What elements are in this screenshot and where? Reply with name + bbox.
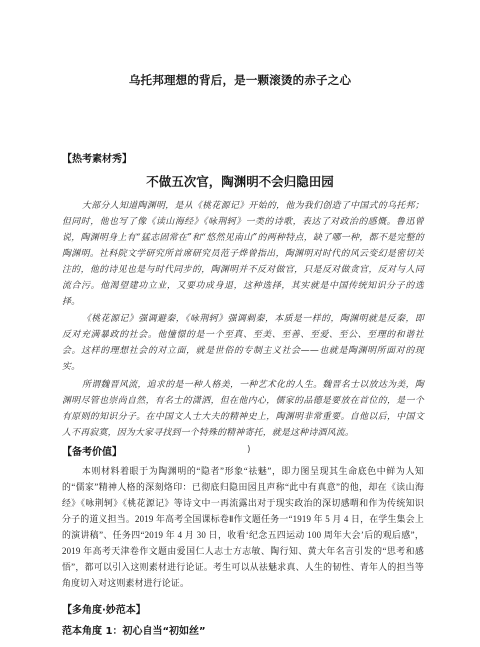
section-reference-value: 【备考价值】 (62, 447, 122, 458)
paragraph-1: 大部分人知道陶渊明，是从《桃花源记》开始的，他为我们创造了中国式的乌托邦；但同时，他也写了像《读山海经》《咏荆轲》一类的诗歌，表达了对政治的感慨。鲁迅曾说，陶渊明身上有“猛志固常在”和“悠然见南山”的两种特点，缺了哪一种，都不是完整的陶渊明。社科院文学研究所首席研究员范子烨曾指出，陶渊明对时代的风云变幻是密切关注的，他的诗见也是与时代同步的，陶渊明并不反对做官，只是反对做贪官，反对与人同流合污。他渴望建功立业，又要功成身退，这种选择，其实就是中国传统知识分子的选择。 (62, 201, 424, 307)
article-subtitle: 不做五次官，陶渊明不会归隐田园 (146, 174, 334, 189)
reference-paragraph: 本则材料着眼于为陶渊明的“隐者”形象“祛魅”，即力图呈现其生命底色中鲜为人知的“儒家”精神人格的深刻烙印：已彻底归隐田园且声称“此中有真意”的他，却在《读山海经》《咏荆轲》《桃花源记》等诗文中一再流露出对于现实政治的深切感喟和作为传统知识分子的道义担当。2019 年高考全国课标卷Ⅱ作文题任务一“1919 年 5 月 4 日，在学生集会上的演讲稿”、任务四“2019 年 4 月 30 日，收看‘纪念五四运动 100 周年大会’后的观后感”，2019 年高考天津卷作文题由爱国仁人志士方志敏、陶行知、黄大年名言引发的“思考和感悟”，都可以引入这则素材进行论证。考生可以从祛魅求真、人生的韧性、青年人的担当等角度切入对这则素材进行论证。 (62, 466, 424, 588)
section-multi-angle: 【多角度·妙范本】 (62, 605, 146, 616)
section-angle-1: 范本角度 1：初心自当“初如丝” (62, 626, 206, 637)
paragraph-2: 《桃花源记》强调避秦，《咏荆轲》强调刺秦，本质是一样的，陶渊明就是反秦，即反对充满暴政的社会。他憧憬的是一个至真、至美、至善、至爱、至公、至理的和谐社会。这样的理想社会的对立面，就是世俗的专制主义社会——也就是陶渊明所面对的现实。 (62, 314, 424, 372)
section-hot-material: 【热考素材秀】 (62, 154, 132, 165)
stray-mark: ) (247, 445, 251, 455)
paragraph-3: 所谓魏晋风流，追求的是一种人格美，一种艺术化的人生。魏晋名士以放达为美，陶渊明尽管也崇尚自然，有名士的潇洒，但在他内心，儒家的品德是要放在首位的，是一个有原则的知识分子。在中国文人士大夫的精神史上，陶渊明非常重要。自他以后，中国文人不再寂寞，因为大家寻找到一个特殊的精神寄托，就是这种诗酒风流。 (62, 380, 424, 438)
document-title: 乌托邦理想的背后，是一颗滚烫的赤子之心 (128, 73, 352, 87)
